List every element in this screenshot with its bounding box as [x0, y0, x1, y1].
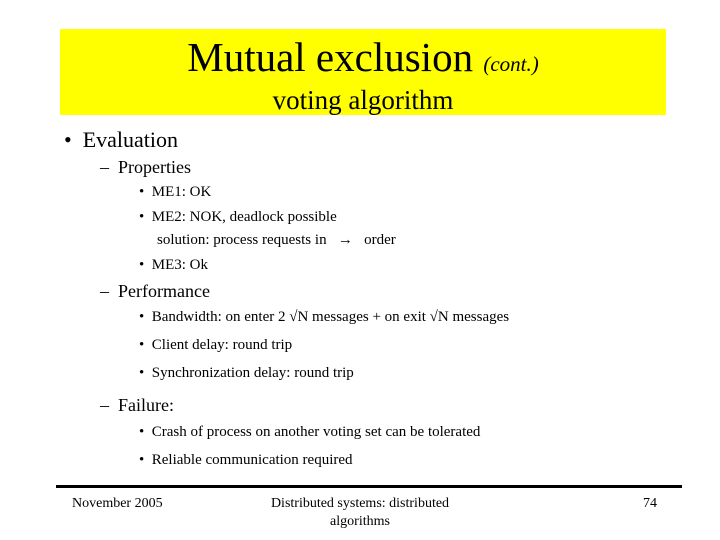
bullet-crash-text: Crash of process on another voting set can be tolerated: [151, 424, 481, 440]
bullet-client-delay-text: Client delay: round trip: [151, 337, 293, 353]
bullet-reliable: [139, 451, 353, 470]
bullet-me1-text: ME1: OK: [151, 184, 212, 200]
bullet-performance-text: Performance: [118, 281, 210, 301]
bullet-me2-solution: [157, 231, 396, 250]
title-banner: [60, 29, 666, 115]
arrow-icon: →: [337, 232, 353, 248]
bullet-marker: •: [139, 452, 145, 468]
bullet-me3-text: ME3: Ok: [151, 257, 209, 273]
dash-marker: –: [100, 395, 109, 415]
bullet-failure: [100, 394, 174, 416]
bullet-performance: [100, 280, 210, 302]
bullet-marker: •: [139, 184, 145, 200]
bullet-failure-text: Failure:: [118, 395, 174, 415]
bullet-marker: •: [139, 424, 145, 440]
bullet-client-delay: [139, 336, 292, 355]
bullet-properties-text: Properties: [118, 157, 191, 177]
slide-subtitle: voting algorithm: [272, 85, 454, 115]
bullet-marker: •: [139, 365, 145, 381]
bullet-reliable-text: Reliable communication required: [151, 452, 353, 468]
footer-course: Distributed systems: distributed algorithms: [270, 496, 450, 529]
bullet-sync-delay-text: Synchronization delay: round trip: [151, 365, 354, 381]
slide-title-cont: (cont.): [483, 52, 539, 76]
bullet-me2-text: ME2: NOK, deadlock possible: [151, 209, 337, 225]
bullet-me1: [139, 183, 211, 202]
footer-divider: [56, 485, 682, 488]
bullet-marker: •: [139, 257, 145, 273]
bullet-sync-delay: [139, 364, 354, 383]
bullet-marker: •: [139, 209, 145, 225]
dash-marker: –: [100, 281, 109, 301]
bullet-bandwidth-text: Bandwidth: on enter 2 √N messages + on exit √N messages: [151, 309, 510, 325]
me2-solution-order: order: [364, 232, 396, 248]
footer-page-number: 74: [643, 496, 657, 511]
bullet-properties: [100, 156, 191, 178]
bullet-marker: •: [139, 309, 145, 325]
slide-title-main: Mutual exclusion: [187, 34, 474, 80]
bullet-crash: [139, 423, 480, 442]
footer-date: November 2005: [72, 496, 163, 511]
bullet-bandwidth: [139, 308, 509, 327]
dash-marker: –: [100, 157, 109, 177]
bullet-evaluation: [64, 127, 178, 153]
bullet-me3: [139, 256, 208, 275]
bullet-evaluation-text: Evaluation: [82, 127, 179, 152]
bullet-marker: •: [64, 127, 72, 152]
bullet-me2: [139, 208, 337, 227]
slide-title: [60, 33, 666, 88]
bullet-marker: •: [139, 337, 145, 353]
me2-solution-text: solution: process requests in: [157, 232, 327, 248]
